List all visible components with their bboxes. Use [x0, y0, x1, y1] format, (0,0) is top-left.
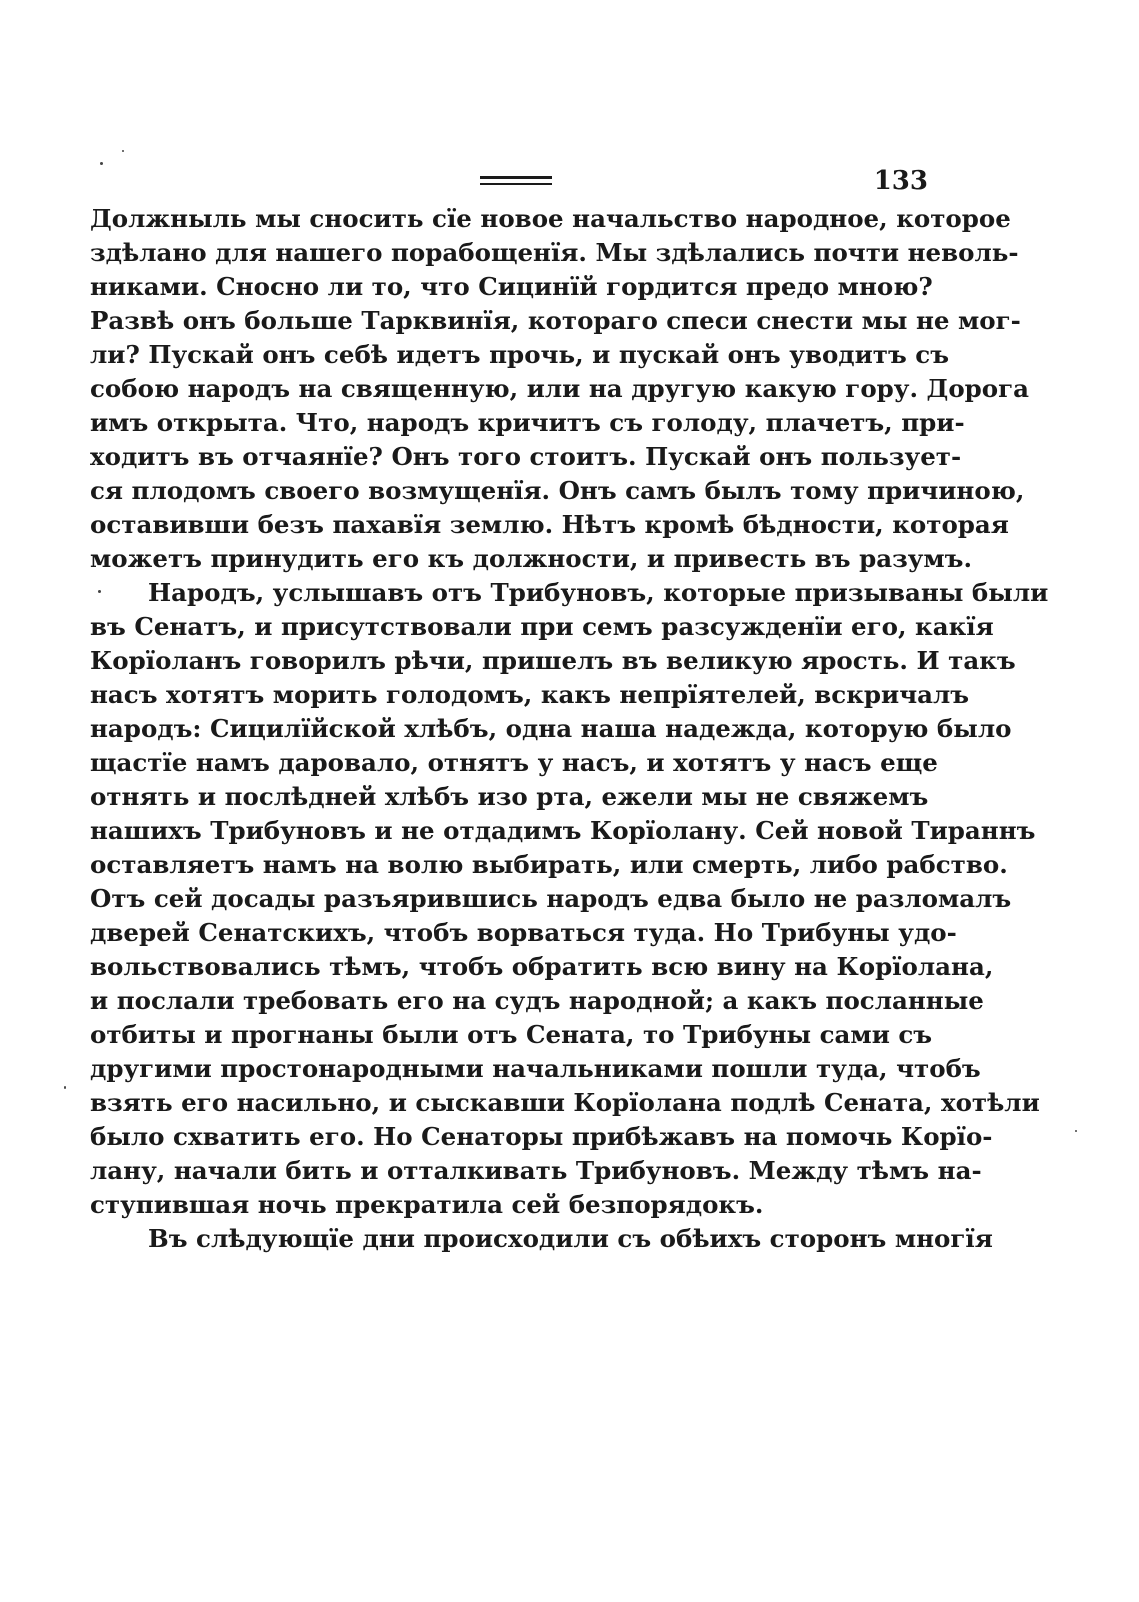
body-text [90, 202, 1049, 1256]
text-line: ли? Пускай онъ себѣ идетъ прочь, и пускай онъ уводитъ съ [90, 340, 950, 369]
text-line: Въ слѣдующїе дни происходили съ обѣихъ сторонъ многїя [148, 1224, 993, 1253]
scan-speck [98, 590, 101, 593]
text-line: можетъ принудить его къ должности, и привесть въ разумъ. [90, 544, 972, 573]
text-line: Отъ сей досады разъярившись народъ едва было не разломалъ [90, 884, 1012, 913]
text-line: ступившая ночь прекратила сей безпорядокъ. [90, 1190, 764, 1219]
text-line: отнять и послѣдней хлѣбъ изо рта, ежели мы не свяжемъ [90, 782, 929, 811]
text-line: ходитъ въ отчаянїе? Онъ того стоитъ. Пускай онъ пользует- [90, 442, 962, 471]
text-line: было схватить его. Но Сенаторы прибѣжавъ на помочь Корїо- [90, 1122, 993, 1151]
text-line: нашихъ Трибуновъ и не отдадимъ Корїолану. Сей новой Тираннъ [90, 816, 1036, 845]
text-line: Развѣ онъ больше Тарквинїя, котораго спеси снести мы не мог- [90, 306, 1021, 335]
text-line: и послали требовать его на судъ народной; а какъ посланные [90, 986, 984, 1015]
text-line: лану, начали бить и отталкивать Трибуновъ. Между тѣмъ на- [90, 1156, 982, 1185]
text-line: никами. Сносно ли то, что Сицинїй гордится предо мною? [90, 272, 933, 301]
paragraph-3 [90, 1222, 993, 1256]
text-line: въ Сенатъ, и присутствовали при семъ разсужденїи его, какїя [90, 612, 994, 641]
header-ornament-rule [480, 176, 552, 185]
scan-speck [1075, 1130, 1077, 1132]
text-line: оставляетъ намъ на волю выбирать, или смерть, либо рабство. [90, 850, 1008, 879]
text-line: другими простонародными начальниками пошли туда, чтобъ [90, 1054, 981, 1083]
text-line: Народъ, услышавъ отъ Трибуновъ, которые призываны были [148, 578, 1049, 607]
text-line: собою народъ на священную, или на другую какую гору. Дорога [90, 374, 1030, 403]
text-line: взять его насильно, и сыскавши Корїолана подлѣ Сената, хотѣли [90, 1088, 1040, 1117]
page-number: 133 [873, 166, 928, 196]
text-line: ся плодомъ своего возмущенїя. Онъ самъ былъ тому причиною, [90, 476, 1025, 505]
paragraph-2 [90, 576, 1049, 1222]
text-line: имъ открыта. Что, народъ кричитъ съ голоду, плачетъ, при- [90, 408, 965, 437]
text-line: вольствовались тѣмъ, чтобъ обратить всю вину на Корїолана, [90, 952, 994, 981]
text-line: оставивши безъ пахавїя землю. Нѣтъ кромѣ бѣдности, которая [90, 510, 1009, 539]
paragraph-1 [90, 202, 1030, 576]
text-line: Должныль мы сносить сїе новое начальство народное, которое [90, 204, 1011, 233]
scan-speck [100, 162, 103, 165]
scan-speck [122, 150, 124, 152]
scan-speck [64, 1086, 66, 1089]
text-line: насъ хотятъ морить голодомъ, какъ непрїятелей, вскричалъ [90, 680, 970, 709]
text-line: отбиты и прогнаны были отъ Сената, то Трибуны сами съ [90, 1020, 933, 1049]
text-line: народъ: Сицилїйской хлѣбъ, одна наша надежда, которую было [90, 714, 1012, 743]
text-line: щастїе намъ даровало, отнятъ у насъ, и хотятъ у насъ еще [90, 748, 938, 777]
text-line: дверей Сенатскихъ, чтобъ ворваться туда. Но Трибуны удо- [90, 918, 957, 947]
text-line: Корїоланъ говорилъ рѣчи, пришелъ въ великую ярость. И такъ [90, 646, 1016, 675]
text-line: здѣлано для нашего порабощенїя. Мы здѣлались почти неволь- [90, 238, 1019, 267]
